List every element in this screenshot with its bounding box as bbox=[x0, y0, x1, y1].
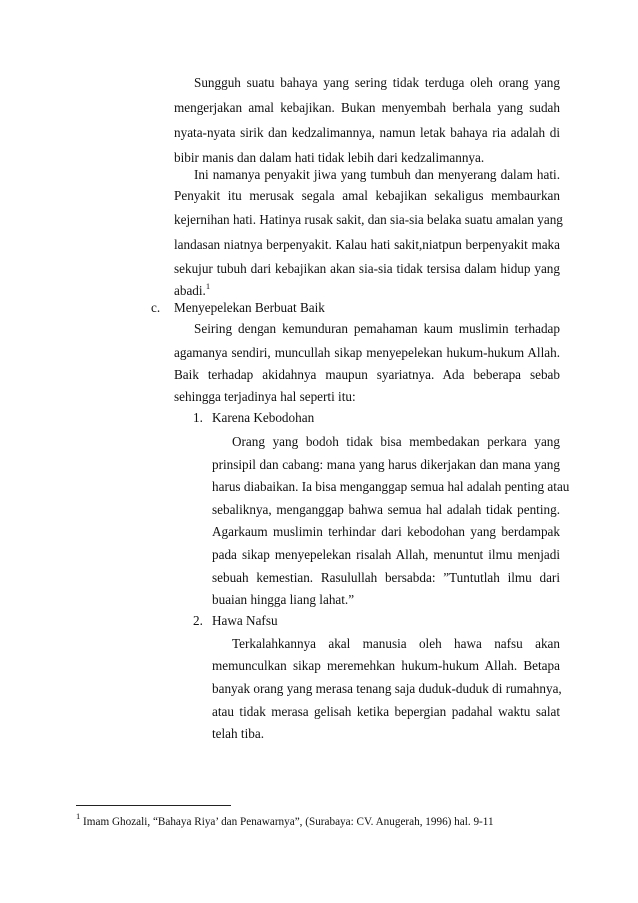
text-line: banyak orang yang merasa tenang saja duduk-duduk di rumahnya, bbox=[212, 681, 562, 696]
text-line: Agarkaum muslimin terhindar dari kebodohan yang berdampak bbox=[212, 524, 560, 539]
text-line: Orang yang bodoh tidak bisa membedakan perkara yang bbox=[232, 434, 560, 449]
text-line: pada sikap menyepelekan risalah Allah, menuntut ilmu menjadi bbox=[212, 547, 560, 562]
text-line: Sungguh suatu bahaya yang sering tidak terduga oleh orang yang bbox=[194, 75, 560, 90]
text-line: Seiring dengan kemunduran pemahaman kaum muslimin terhadap bbox=[194, 321, 560, 336]
footnote-separator bbox=[76, 805, 231, 806]
text-line: abadi. bbox=[174, 283, 206, 298]
text-line: mengerjakan amal kebajikan. Bukan menyembah berhala yang sudah bbox=[174, 100, 560, 115]
section-heading: Menyepelekan Berbuat Baik bbox=[174, 300, 325, 315]
footnote-ref: 1 bbox=[205, 280, 211, 291]
text-line: sehingga terjadinya hal seperti itu: bbox=[174, 389, 356, 404]
text-line bbox=[174, 280, 211, 299]
footnote-number: 1 bbox=[76, 811, 81, 822]
text-line: buaian hingga liang lahat.” bbox=[212, 592, 355, 607]
text-line: agamanya sendiri, muncullah sikap menyepelekan hukum-hukum Allah. bbox=[174, 345, 560, 360]
text-line: atau tidak merasa gelisah ketika bepergian padahal waktu salat bbox=[212, 704, 560, 719]
text-line: sebuah kemestian. Rasulullah bersabda: ”Tuntutlah ilmu dari bbox=[212, 570, 560, 585]
text-line: memunculkan sikap meremehkan hukum-hukum Allah. Betapa bbox=[212, 658, 560, 673]
footnote bbox=[76, 811, 494, 829]
list-marker: c. bbox=[151, 300, 161, 315]
text-line: bibir manis dan dalam hati tidak lebih dari kedzalimannya. bbox=[174, 150, 485, 165]
text-line: sekujur tubuh dari kebajikan akan sia-sia tidak tersisa dalam hidup yang bbox=[174, 261, 560, 276]
list-number: 2. bbox=[193, 613, 203, 628]
text-line: landasan niatnya berpenyakit. Kalau hati sakit,niatpun berpenyakit maka bbox=[174, 237, 560, 252]
text-line: telah tiba. bbox=[212, 726, 264, 741]
text-line: Terkalahkannya akal manusia oleh hawa nafsu akan bbox=[232, 636, 560, 651]
text-line: sebaliknya, menganggap bahwa semua hal adalah tidak penting. bbox=[212, 502, 560, 517]
item-heading: Hawa Nafsu bbox=[212, 613, 278, 628]
text-line: harus diabaikan. Ia bisa menganggap semua hal adalah penting atau bbox=[212, 479, 570, 494]
text-line: kejernihan hati. Hatinya rusak sakit, dan sia-sia belaka suatu amalan yang bbox=[174, 212, 563, 227]
text-line: Ini namanya penyakit jiwa yang tumbuh dan menyerang dalam hati. bbox=[194, 167, 560, 182]
item-heading: Karena Kebodohan bbox=[212, 410, 315, 425]
list-number: 1. bbox=[193, 410, 203, 425]
text-line: nyata-nyata sirik dan kedzalimannya, namun letak bahaya ria adalah di bbox=[174, 125, 560, 140]
footnote-text: Imam Ghozali, “Bahaya Riya’ dan Penawarnya”, (Surabaya: CV. Anugerah, 1996) hal. 9-11 bbox=[83, 816, 494, 828]
text-line: prinsipil dan cabang: mana yang harus dikerjakan dan mana yang bbox=[212, 457, 560, 472]
text-line: Penyakit itu merusak segala amal kebajikan sekaligus membaurkan bbox=[174, 188, 560, 203]
text-line: Baik terhadap akidahnya maupun syariatnya. Ada beberapa sebab bbox=[174, 367, 560, 382]
